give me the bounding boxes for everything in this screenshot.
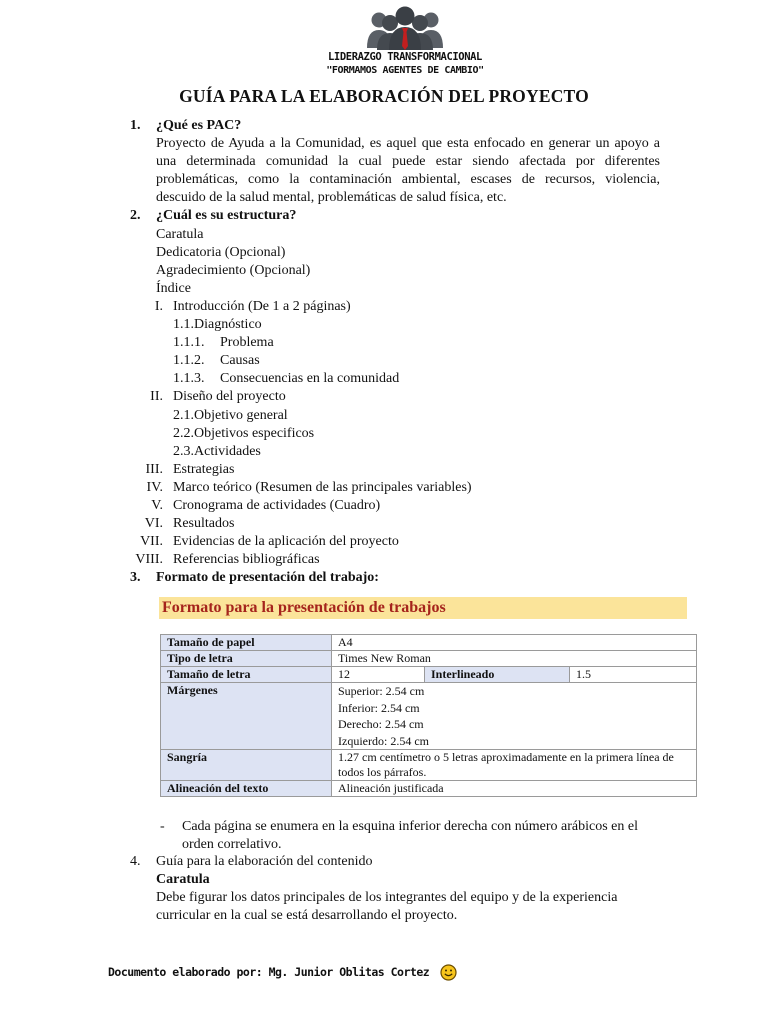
roman-text: Cronograma de actividades (Cuadro) [173,497,381,513]
logo-text-line2: "FORMAMOS AGENTES DE CAMBIO" [326,65,484,76]
roman-item [130,515,660,533]
sub-sub-item [130,352,660,370]
section-heading: ¿Qué es PAC? [156,118,242,133]
section-4 [130,853,660,925]
sub-item: 2.3.Actividades [173,443,261,459]
table-row [161,781,697,797]
roman-text: Referencias bibliográficas [173,552,320,568]
section-4-header [130,853,660,871]
list-item: Dedicatoria (Opcional) [156,244,286,260]
table-label: Tamaño de papel [161,635,332,651]
list-item: Caratula [156,226,204,242]
section-1-paragraph: Proyecto de Ayuda a la Comunidad, es aquel que esta enfocado en generar un apoyo a una determinada comunidad la cual puede estar siendo afectada por diferentes problemáticas, como la contaminación ambiental, escases de recursos, violencia, descuido de la salud mental, problemáticas de salud física, etc. [156,136,660,206]
section-1 [130,117,660,135]
logo [322,6,488,86]
roman-text: Evidencias de la aplicación del proyecto [173,534,399,550]
smiley-icon [440,964,457,981]
roman-item [130,479,660,497]
note-item [160,818,660,854]
roman-number: VIII. [135,552,163,568]
roman-text: Marco teórico (Resumen de las principales variables) [173,479,472,495]
table-label: Tamaño de letra [161,667,332,683]
section-number: 4. [130,854,141,869]
sub-number: 1.1.1. [173,335,205,351]
roman-item [130,551,660,569]
roman-number: V. [151,497,163,513]
table-label: Tipo de letra [161,651,332,667]
roman-number: II. [150,389,163,405]
section-2 [130,207,660,225]
table-row [161,651,697,667]
format-banner [159,597,687,619]
people-group-icon [366,6,444,50]
table-value: 12 [332,667,425,683]
margin-top: Superior: 2.54 cm [338,684,425,698]
margin-bottom: Inferior: 2.54 cm [338,700,420,715]
sub-sub-item [130,370,660,388]
table-row [161,667,697,683]
roman-item [130,388,660,406]
table-value: A4 [332,635,697,651]
table-value: 1.5 [570,667,697,683]
margin-right: Derecho: 2.54 cm [338,717,424,731]
table-label: Márgenes [161,683,332,750]
margin-left: Izquierdo: 2.54 cm [338,733,429,748]
table-value: Alineación justificada [332,781,697,797]
format-table [160,634,697,797]
sub-text: Causas [220,353,260,369]
table-value: 1.27 cm centímetro o 5 letras aproximadamente en la primera línea de todos los párrafos. [332,750,697,781]
footer [108,964,457,981]
table-row [161,683,697,750]
roman-number: VII. [140,534,163,550]
section-3 [130,569,660,587]
section-heading: ¿Cuál es su estructura? [156,208,297,224]
section-subheading: Caratula [156,872,210,888]
section-number: 3. [130,570,141,586]
roman-number: VI. [144,516,163,532]
roman-text: Resultados [173,516,235,532]
logo-text-line1: LIDERAZGO TRANSFORMACIONAL [328,51,482,63]
document-body [130,117,660,587]
roman-item [130,461,660,479]
section-heading: Guía para la elaboración del contenido [156,854,373,869]
roman-text: Estrategias [173,461,235,477]
sub-number: 1.1.2. [173,353,205,369]
sub-sub-item [130,334,660,352]
list-item: Índice [156,280,191,296]
sub-item: 1.1.Diagnóstico [173,317,262,333]
roman-number: I. [154,298,163,314]
format-banner-title: Formato para la presentación de trabajos [162,599,446,616]
sub-item: 2.1.Objetivo general [173,407,288,423]
section-heading: Formato de presentación del trabajo: [156,570,379,586]
roman-text: Diseño del proyecto [173,389,286,405]
roman-number: III. [145,461,163,477]
table-value: Times New Roman [332,651,697,667]
table-value [332,683,697,750]
roman-text: Introducción (De 1 a 2 páginas) [173,298,351,314]
section-number: 1. [130,118,141,133]
footer-text: Documento elaborado por: Mg. Junior Oblitas Cortez [108,965,430,979]
table-row [161,750,697,781]
table-label: Interlineado [425,667,570,683]
roman-item [130,533,660,551]
roman-item [130,497,660,515]
table-row [161,635,697,651]
section-4-paragraph: Debe figurar los datos principales de los integrantes del equipo y de la experiencia curricular en la cual se está desarrollando el proyecto. [156,890,618,924]
sub-number: 1.1.3. [173,371,205,387]
list-item: Agradecimiento (Opcional) [156,262,311,278]
sub-item: 2.2.Objetivos especificos [173,425,315,441]
dash-bullet: - [160,819,165,834]
table-label: Alineación del texto [161,781,332,797]
section-number: 2. [130,208,141,224]
roman-item [130,298,660,316]
table-label: Sangría [161,750,332,781]
page-title: GUÍA PARA LA ELABORACIÓN DEL PROYECTO [179,86,589,106]
roman-number: IV. [146,479,163,495]
sub-text: Consecuencias en la comunidad [220,371,400,387]
sub-text: Problema [220,335,274,351]
note-text: Cada página se enumera en la esquina inferior derecha con número arábicos en el orden correlativo. [182,819,638,852]
